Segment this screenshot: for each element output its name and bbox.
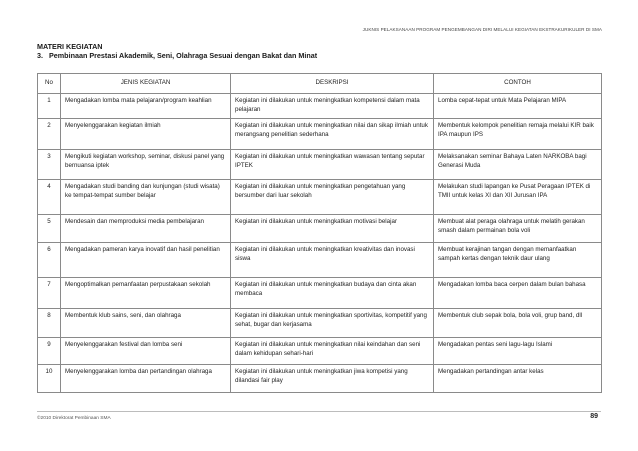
page-number: 89 [590,413,598,420]
section-heading: MATERI KEGIATAN [37,42,103,51]
row-deskripsi: Kegiatan ini dilakukan untuk meningkatkan nilai dan sikap ilmiah untuk merangsang penelitian sederhana [231,119,434,150]
row-number: 2 [38,119,61,150]
activities-table [37,73,602,393]
table-row [38,278,602,309]
row-contoh: Mengadakan pentas seni lagu-lagu Islami [434,338,602,365]
row-contoh: Mengadakan pertandingan antar kelas [434,365,602,393]
row-number: 7 [38,278,61,309]
table-row [38,215,602,243]
row-number: 8 [38,309,61,338]
section-number: 3. [37,51,43,60]
row-number: 1 [38,94,61,119]
table-row [38,338,602,365]
row-deskripsi: Kegiatan ini dilakukan untuk meningkatkan kompetensi dalam mata pelajaran [231,94,434,119]
row-deskripsi: Kegiatan ini dilakukan untuk meningkatkan motivasi belajar [231,215,434,243]
row-kegiatan: Mengadakan pameran karya inovatif dan hasil penelitian [61,243,231,278]
column-header-kegiatan: JENIS KEGIATAN [61,74,231,94]
column-header-contoh: CONTOH [434,74,602,94]
table-row [38,180,602,215]
row-contoh: Mengadakan lomba baca cerpen dalam bulan bahasa [434,278,602,309]
table-row [38,150,602,180]
row-contoh: Membentuk club sepak bola, bola voli, grup band, dll [434,309,602,338]
row-deskripsi: Kegiatan ini dilakukan untuk meningkatkan sportivitas, kompetitif yang sehat, bugar dan kerjasama [231,309,434,338]
running-header: JUKNIS PELAKSANAAN PROGRAM PENGEMBANGAN DIRI MELALUI KEGIATAN EKSTRAKURIKULER DI SMA [362,27,602,32]
row-deskripsi: Kegiatan ini dilakukan untuk meningkatkan budaya dan cinta akan membaca [231,278,434,309]
table-header-row [38,74,602,94]
row-number: 3 [38,150,61,180]
table-row [38,94,602,119]
row-deskripsi: Kegiatan ini dilakukan untuk meningkatkan nilai keindahan dan seni dalam kehidupan sehari-hari [231,338,434,365]
row-deskripsi: Kegiatan ini dilakukan untuk meningkatkan pengetahuan yang bersumber dari luar sekolah [231,180,434,215]
row-kegiatan: Mengikuti kegiatan workshop, seminar, diskusi panel yang bernuansa iptek [61,150,231,180]
row-number: 10 [38,365,61,393]
footer-divider [37,411,601,412]
column-header-deskripsi: DESKRIPSI [231,74,434,94]
row-contoh: Membuat kerajinan tangan dengan memanfaatkan sampah kertas dengan teknik daur ulang [434,243,602,278]
row-number: 5 [38,215,61,243]
row-number: 9 [38,338,61,365]
row-number: 6 [38,243,61,278]
row-contoh: Lomba cepat-tepat untuk Mata Pelajaran MIPA [434,94,602,119]
row-kegiatan: Menyelenggarakan kegiatan ilmiah [61,119,231,150]
table-row [38,309,602,338]
row-contoh: Melaksanakan seminar Bahaya Laten NARKOBA bagi Generasi Muda [434,150,602,180]
row-kegiatan: Menyelenggarakan lomba dan pertandingan olahraga [61,365,231,393]
table-row [38,119,602,150]
row-contoh: Melakukan studi lapangan ke Pusat Peragaan IPTEK di TMII untuk kelas XI dan XII Jurusan IPA [434,180,602,215]
row-kegiatan: Membentuk klub sains, seni, dan olahraga [61,309,231,338]
row-kegiatan: Mendesain dan memproduksi media pembelajaran [61,215,231,243]
footer-copyright: ©2010 Direktorat Pembinaan SMA [37,416,111,421]
row-kegiatan: Mengadakan lomba mata pelajaran/program keahlian [61,94,231,119]
row-deskripsi: Kegiatan ini dilakukan untuk meningkatkan kreativitas dan inovasi siswa [231,243,434,278]
table-row [38,365,602,393]
section-title: Pembinaan Prestasi Akademik, Seni, Olahraga Sesuai dengan Bakat dan Minat [49,51,318,60]
row-contoh: Membuat alat peraga olahraga untuk melatih gerakan smash dalam permainan bola voli [434,215,602,243]
column-header-no: No [38,74,61,94]
row-contoh: Membentuk kelompok penelitian remaja melalui KIR baik IPA maupun IPS [434,119,602,150]
row-deskripsi: Kegiatan ini dilakukan untuk meningkatkan jiwa kompetisi yang dilandasi fair play [231,365,434,393]
row-kegiatan: Mengadakan studi banding dan kunjungan (studi wisata) ke tempat-tempat sumber belajar [61,180,231,215]
section-title-line [37,51,317,60]
row-kegiatan: Menyelenggarakan festival dan lomba seni [61,338,231,365]
row-deskripsi: Kegiatan ini dilakukan untuk meningkatkan wawasan tentang seputar IPTEK [231,150,434,180]
row-number: 4 [38,180,61,215]
table-row [38,243,602,278]
row-kegiatan: Mengoptimalkan pemanfaatan perpustakaan sekolah [61,278,231,309]
section-heading-block [37,42,317,60]
